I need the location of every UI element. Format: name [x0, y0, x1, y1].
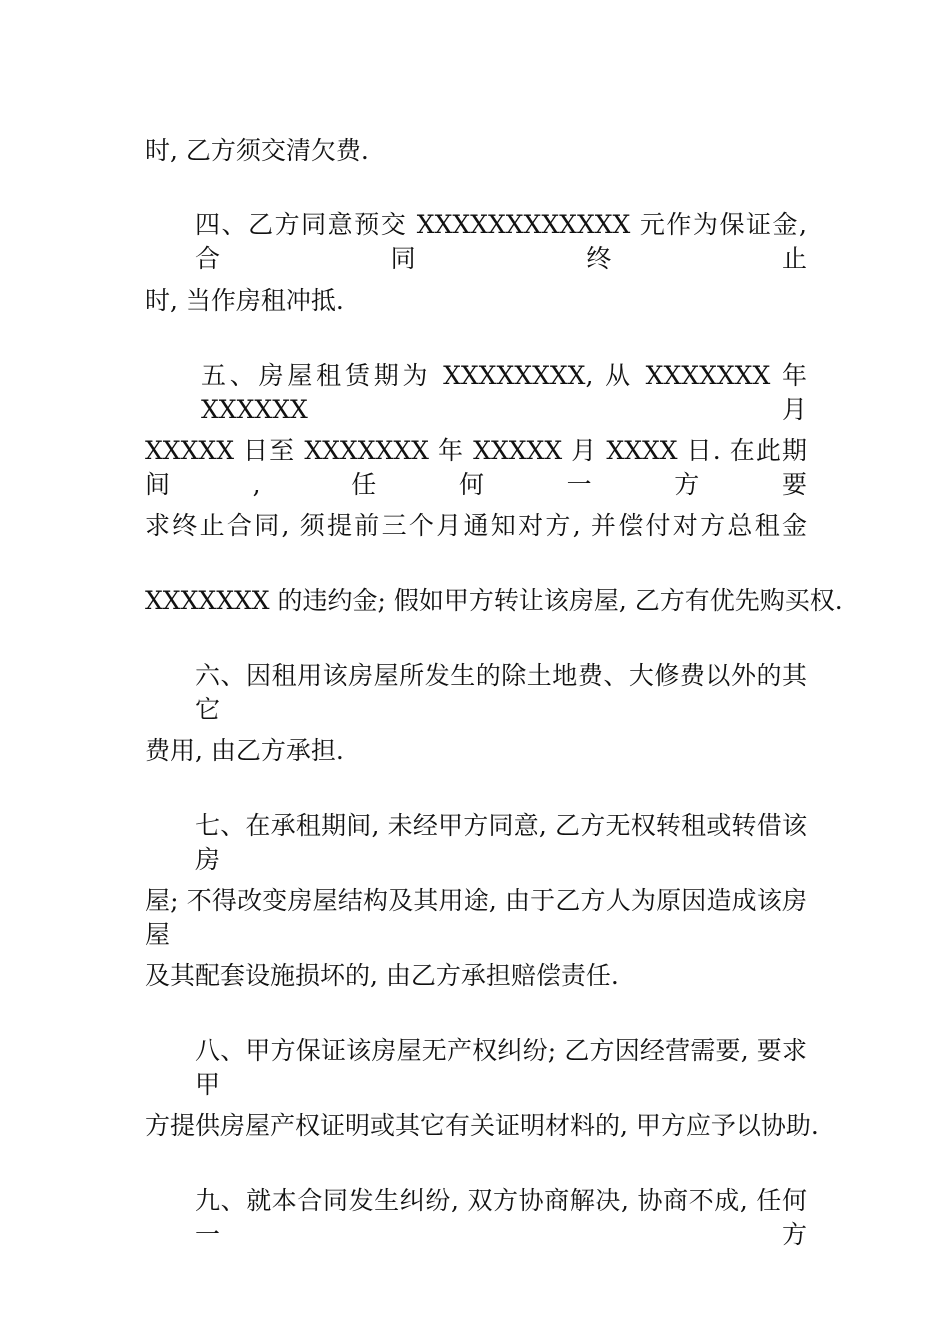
clause-5-line-3: 求终止合同, 须提前三个月通知对方, 并偿付对方总租金	[145, 511, 807, 540]
clause-6-line-2: 费用, 由乙方承担.	[145, 736, 344, 765]
clause-6-line-1: 六、因租用该房屋所发生的除土地费、大修费以外的其它	[195, 661, 807, 724]
clause-7-line-1: 七、在承租期间, 未经甲方同意, 乙方无权转租或转借该房	[195, 811, 807, 874]
clause-5-line-1: 五、房屋租赁期为 XXXXXXXX, 从 XXXXXXX 年 XXXXXX 月	[201, 361, 807, 424]
clause-5-line-4: XXXXXXX 的违约金; 假如甲方转让该房屋, 乙方有优先购买权.	[145, 586, 843, 615]
clause-7-line-2: 屋; 不得改变房屋结构及其用途, 由于乙方人为原因造成该房屋	[145, 886, 807, 949]
clause-5-line-2: XXXXX 日至 XXXXXXX 年 XXXXX 月 XXXX 日. 在此期间, 任何一方要	[145, 436, 807, 499]
clause-9-line-1: 九、就本合同发生纠纷, 双方协商解决, 协商不成, 任何一方	[195, 1186, 807, 1249]
clause-8-line-1: 八、甲方保证该房屋无产权纠纷; 乙方因经营需要, 要求甲	[195, 1036, 807, 1099]
clause-8-line-2: 方提供房屋产权证明或其它有关证明材料的, 甲方应予以协助.	[145, 1111, 819, 1140]
clause-4-line-1: 四、乙方同意预交 XXXXXXXXXXXX 元作为保证金, 合同终止	[195, 210, 807, 273]
clause-4-line-2: 时, 当作房租冲抵.	[145, 286, 344, 315]
text-line-1: 时, 乙方须交清欠费.	[145, 136, 369, 165]
clause-7-line-3: 及其配套设施损坏的, 由乙方承担赔偿责任.	[145, 961, 619, 990]
